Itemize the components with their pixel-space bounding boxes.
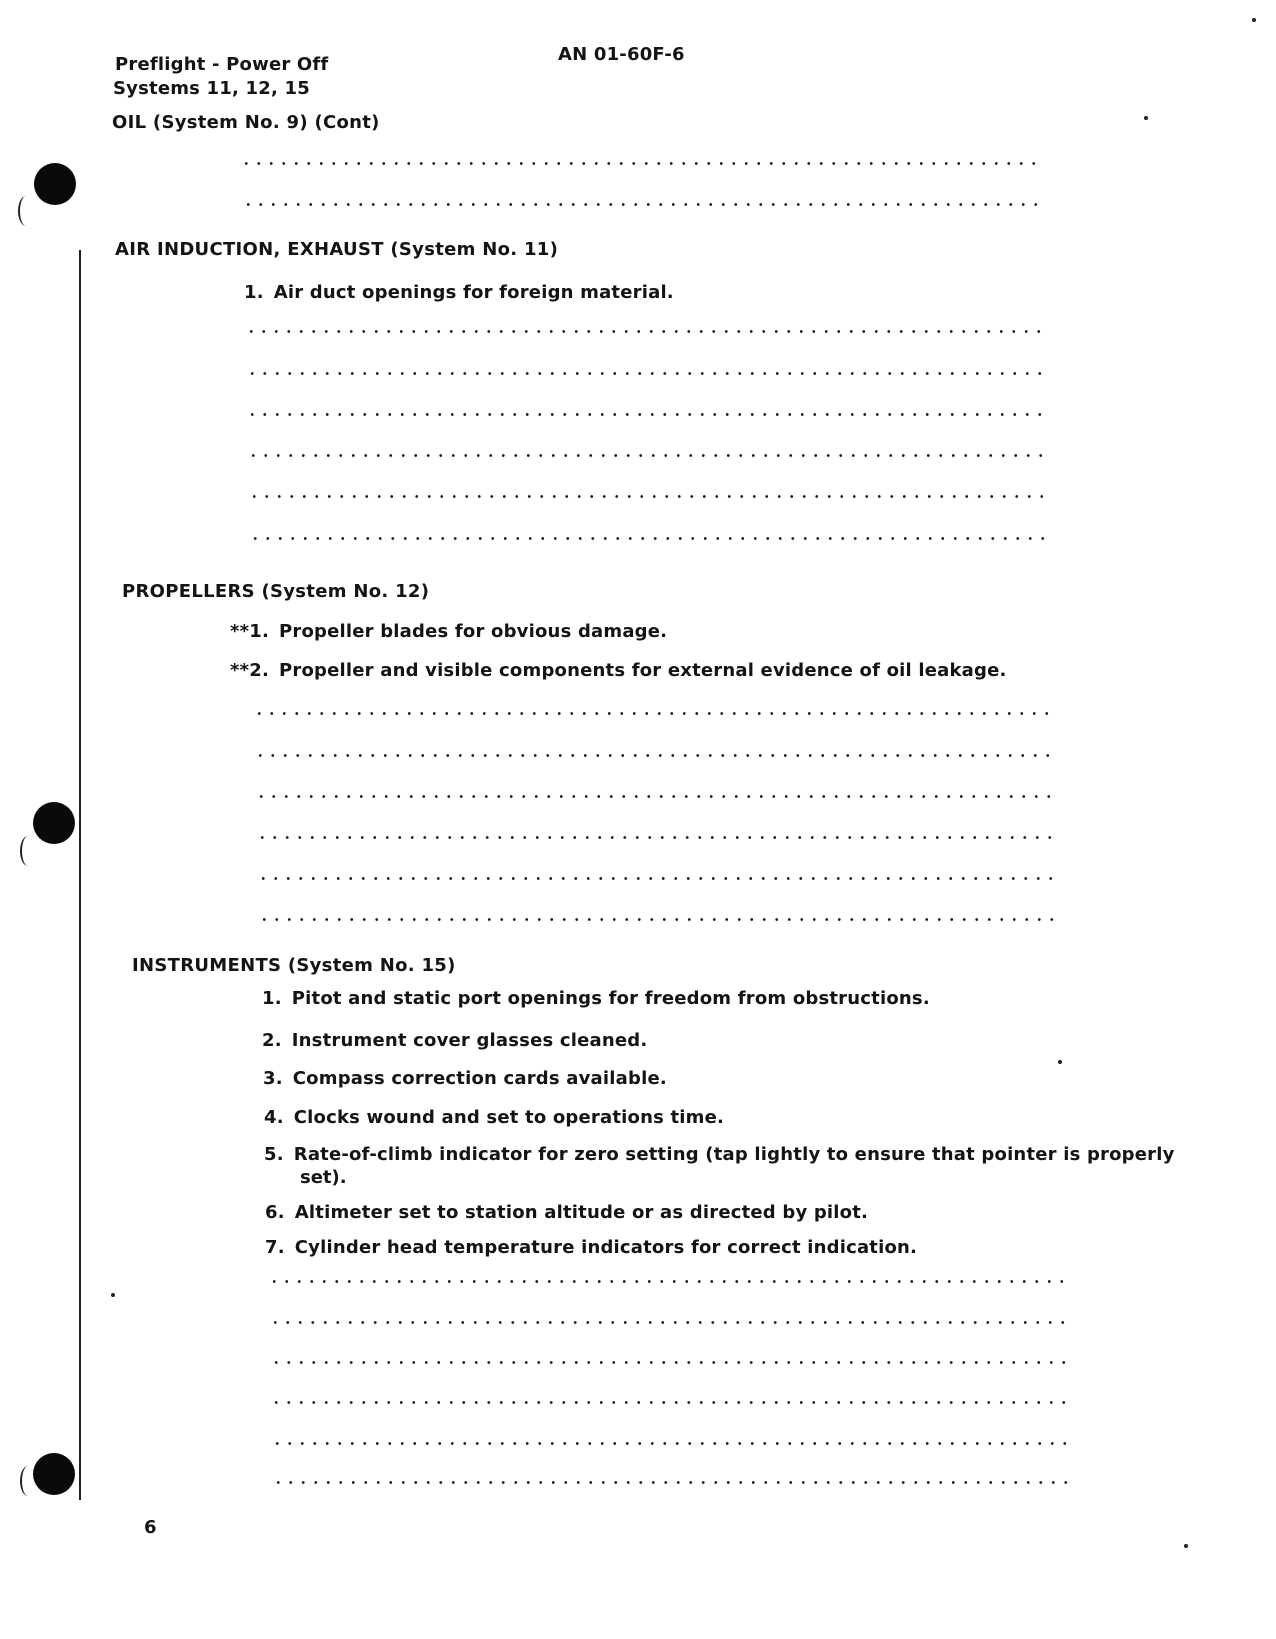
item-number: **2. (230, 660, 269, 681)
item-text: Propeller blades for obvious damage. (279, 621, 668, 642)
page-number: 6 (144, 1517, 157, 1538)
item-text: Rate-of-climb indicator for zero setting (tap lightly to ensure that pointer is properly (293, 1144, 1175, 1165)
section-title-oil: OIL (System No. 9) (Cont) (112, 112, 380, 133)
dotted-entry-line (271, 1442, 1071, 1445)
hole-edge-mark (20, 1466, 36, 1496)
dotted-entry-line (248, 495, 1048, 498)
dotted-entry-line (247, 454, 1047, 457)
checklist-item (244, 282, 674, 303)
item-text: Air duct openings for foreign material. (273, 282, 674, 303)
scan-speck (1144, 116, 1148, 120)
dotted-entry-line (269, 1321, 1069, 1324)
checklist-item (262, 988, 930, 1009)
dotted-entry-line (246, 372, 1046, 375)
scan-speck (1184, 1544, 1188, 1548)
item-text-continuation: set). (300, 1167, 347, 1188)
checklist-item (263, 1068, 667, 1089)
dotted-entry-line (270, 1361, 1070, 1364)
scan-speck (111, 1293, 115, 1297)
item-text: Instrument cover glasses cleaned. (291, 1030, 648, 1051)
dotted-entry-line (256, 836, 1056, 839)
item-number: 3. (263, 1068, 283, 1089)
punch-hole-top (34, 163, 76, 205)
scan-speck (1058, 1060, 1062, 1064)
item-number: 1. (262, 988, 282, 1009)
hole-edge-mark (20, 836, 36, 866)
dotted-entry-line (242, 203, 1042, 206)
dotted-entry-line (270, 1401, 1070, 1404)
item-number: **1. (230, 621, 269, 642)
item-number: 1. (244, 282, 264, 303)
dotted-entry-line (257, 877, 1057, 880)
item-number: 7. (265, 1237, 285, 1258)
header-title: Preflight - Power Off (115, 54, 329, 75)
item-text: Pitot and static port openings for freedom from obstructions. (291, 988, 930, 1009)
checklist-item (230, 660, 1007, 681)
dotted-entry-line (272, 1481, 1072, 1484)
dotted-entry-line (253, 712, 1053, 715)
section-title-instruments: INSTRUMENTS (System No. 15) (132, 955, 456, 976)
section-title-air-induction: AIR INDUCTION, EXHAUST (System No. 11) (115, 239, 559, 260)
item-number: 2. (262, 1030, 282, 1051)
dotted-entry-line (249, 537, 1049, 540)
dotted-entry-line (254, 754, 1054, 757)
checklist-item (264, 1144, 1175, 1165)
header-systems: Systems 11, 12, 15 (113, 78, 310, 99)
item-text: Cylinder head temperature indicators for correct indication. (294, 1237, 918, 1258)
scan-speck (1252, 18, 1256, 22)
item-text: Compass correction cards available. (292, 1068, 667, 1089)
dotted-entry-line (268, 1280, 1068, 1283)
checklist-item (265, 1237, 917, 1258)
dotted-entry-line (240, 162, 1040, 165)
item-text: Clocks wound and set to operations time. (293, 1107, 725, 1128)
dotted-entry-line (258, 918, 1058, 921)
dotted-entry-line (255, 795, 1055, 798)
punch-hole-bottom (33, 1453, 75, 1495)
item-number: 4. (264, 1107, 284, 1128)
checklist-item (230, 621, 667, 642)
dotted-entry-line (246, 413, 1046, 416)
document-number: AN 01-60F-6 (558, 44, 685, 65)
item-number: 5. (264, 1144, 284, 1165)
checklist-item (264, 1107, 724, 1128)
item-number: 6. (265, 1202, 285, 1223)
item-text: Propeller and visible components for external evidence of oil leakage. (279, 660, 1007, 681)
binding-edge-line (79, 250, 81, 1500)
checklist-item (265, 1202, 868, 1223)
item-text: Altimeter set to station altitude or as directed by pilot. (294, 1202, 869, 1223)
punch-hole-middle (33, 802, 75, 844)
section-title-propellers: PROPELLERS (System No. 12) (122, 581, 430, 602)
dotted-entry-line (245, 330, 1045, 333)
hole-edge-mark (18, 196, 34, 226)
checklist-item (262, 1030, 647, 1051)
